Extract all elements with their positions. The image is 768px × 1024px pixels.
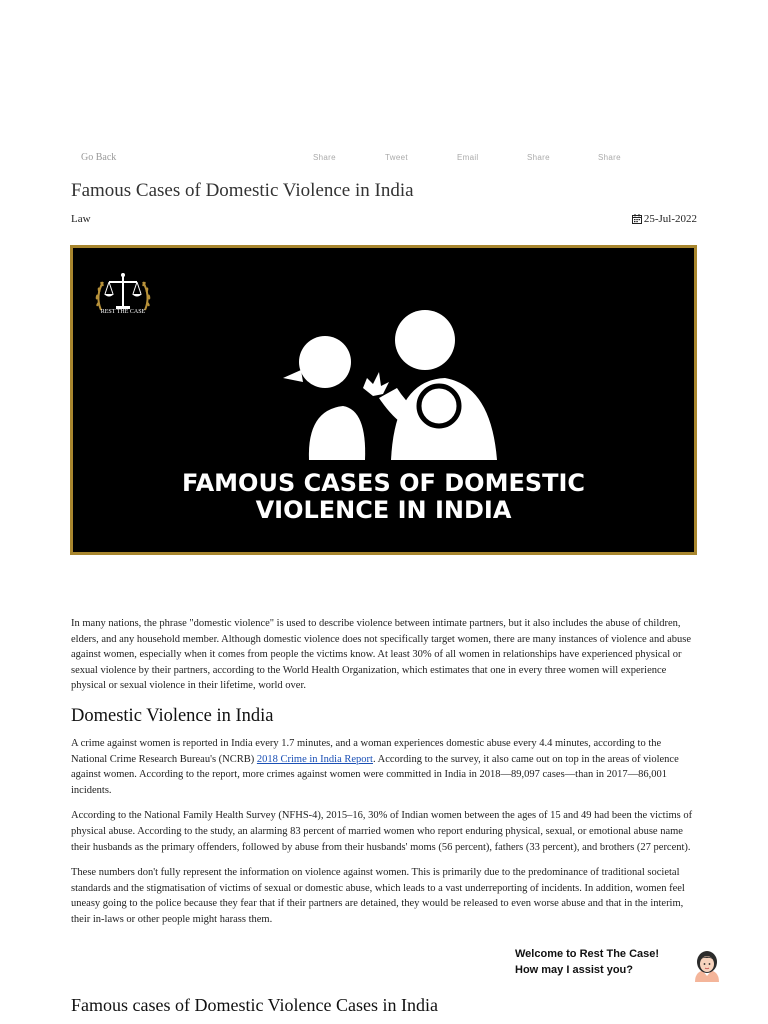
chat-greeting-line2: How may I assist you?	[515, 964, 633, 976]
section-heading: Domestic Violence in India	[71, 705, 274, 726]
article-title: Famous Cases of Domestic Violence in India	[71, 180, 414, 201]
crime-in-india-report-link[interactable]: 2018 Crime in India Report	[256, 753, 373, 765]
domestic-violence-illustration-icon	[263, 310, 513, 460]
chat-widget[interactable]	[505, 938, 735, 988]
share-button-1[interactable]: Share	[313, 153, 336, 162]
article-date	[632, 213, 697, 225]
share-button-3[interactable]: Share	[598, 153, 621, 162]
paragraph-nfhs: According to the National Family Health Survey (NFHS-4), 2015–16, 30% of Indian women between the ages of 15 and 49 had been the victims of physical abuse. According to the study, an alarming 83 percent of married women who report enduring physical, sexual, or emotional abuse name their husbands as the primary offenders, followed by abuse from their husbands' moms (56 percent), fathers (33 percent), and brothers (27 percent).	[71, 810, 693, 853]
hero-image	[70, 245, 697, 555]
paragraph-ncrb	[71, 736, 697, 798]
hero-caption-line2: VIOLENCE IN INDIA	[255, 496, 512, 524]
article-body	[71, 616, 697, 938]
next-section-heading-partial: Famous cases of Domestic Violence Cases in India	[71, 995, 439, 1015]
logo-text: REST THE CASE	[100, 309, 146, 315]
paragraph-ncrb-text-before: A crime against women is reported in India every 1.7 minutes, and a woman experiences domestic abuse every 4.4 minutes, according to the National Crime Research Bureau's (NCRB)	[71, 737, 662, 765]
intro-paragraph: In many nations, the phrase "domestic violence" is used to describe violence between intimate partners, but it also includes the abuse of children, elders, and any household member. Although domestic violence does not specifically target women, there are many instances of violence and abuse against women, especially when it comes from people the victims know. At least 30% of all women in relationships have experienced physical or sexual violence by their partners, according to the World Health Organization, which estimates that one in every three women will experience physical or sexual violence in their lifetime, world over.	[71, 618, 691, 692]
go-back-link[interactable]: Go Back	[81, 152, 117, 163]
paragraph-underreporting: These numbers don't fully represent the information on violence against women. This is primarily due to the predominance of traditional societal standards and the stigmatisation of victims of sexual or domestic abuse, which leads to a vast underreporting of incidents. In addition, women feel uneasy going to the police because they fear that if their partners are detained, they would be released to even worse abuse and that in the interim, their in-laws or other people might harass them.	[71, 867, 685, 925]
hero-caption-line1: FAMOUS CASES OF DOMESTIC	[181, 469, 586, 497]
hero-caption	[73, 470, 694, 524]
chat-greeting	[515, 946, 659, 978]
support-agent-icon[interactable]	[692, 950, 722, 982]
share-button-2[interactable]: Share	[527, 153, 550, 162]
tweet-button[interactable]: Tweet	[385, 153, 408, 162]
email-button[interactable]: Email	[457, 153, 479, 162]
chat-greeting-line1: Welcome to Rest The Case!	[515, 948, 660, 960]
article-category[interactable]: Law	[71, 213, 91, 225]
date-text: 25-Jul-2022	[643, 213, 697, 225]
article-meta	[71, 213, 697, 227]
top-navigation	[0, 152, 768, 168]
paragraph-ncrb-text-after: . According to the survey, it also came out on top in the areas of violence against women. According to the report, more crimes against women were committed in India in 2018—89,097 cases—than in 2017—86,001 incidents.	[71, 753, 679, 796]
calendar-icon	[632, 214, 642, 224]
